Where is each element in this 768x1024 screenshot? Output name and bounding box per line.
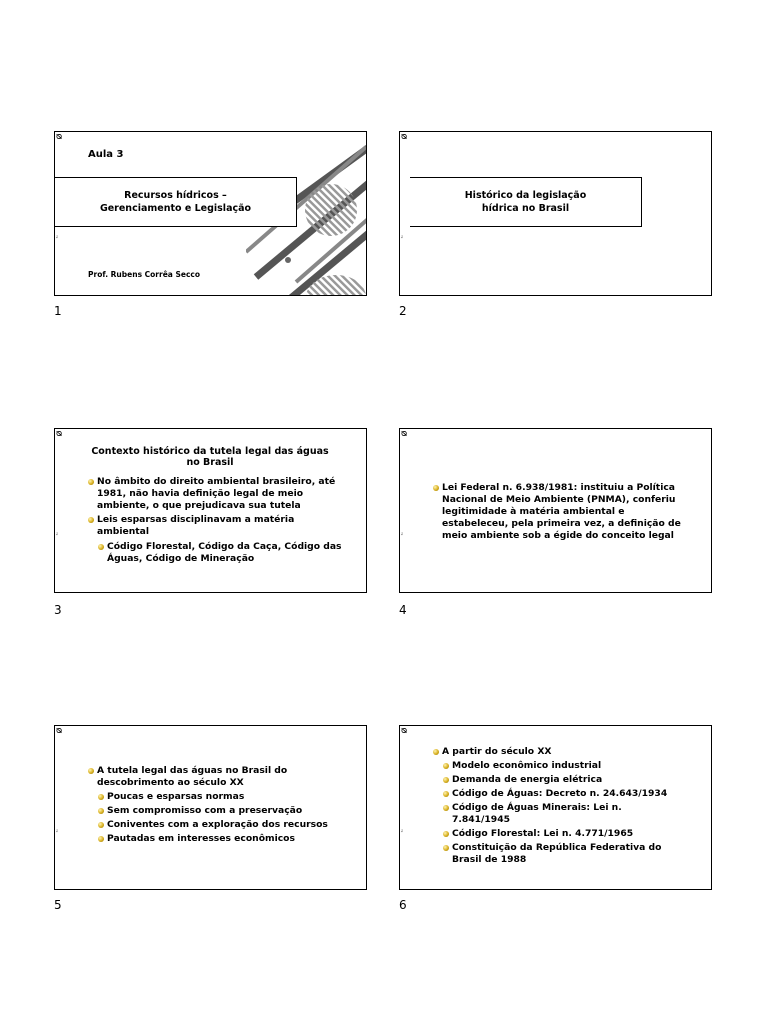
slide-side-marker: ⹌ (56, 232, 58, 240)
list-item: Poucas e esparsas normas (107, 791, 337, 803)
list-item: Código Florestal, Código da Caça, Código das Águas, Código de Mineração (107, 541, 347, 565)
list-item: Coniventes com a exploração dos recursos (107, 819, 337, 831)
slide-author: Prof. Rubens Corrêa Secco (88, 270, 200, 279)
list-item: Pautadas em interesses econômicos (107, 833, 337, 845)
slide-number: 3 (54, 603, 62, 617)
slide-side-marker: ⹌ (56, 826, 58, 834)
slide-number: 2 (399, 304, 407, 318)
slide-title (80, 446, 340, 468)
list-item: Demanda de energia elétrica (452, 774, 687, 786)
list-item: Código de Águas Minerais: Lei n. 7.841/1945 (452, 802, 652, 826)
bullet-list (442, 746, 687, 868)
slide-side-marker: ⹌ (401, 529, 403, 537)
slide-number: 6 (399, 898, 407, 912)
slide-title-line-2: no Brasil (186, 457, 234, 468)
slide-side-marker: ⹌ (56, 529, 58, 537)
list-item: A tutela legal das águas no Brasil do descobrimento ao século XX (97, 765, 337, 789)
slide-title-line-2: hídrica no Brasil (481, 203, 570, 214)
slide-number: 5 (54, 898, 62, 912)
bullet-list (97, 476, 347, 567)
slide-title-line-2: Gerenciamento e Legislação (99, 203, 252, 214)
slide-marker-icon: ᴓ (56, 132, 63, 142)
slide-6 (399, 725, 712, 890)
slide-marker-icon: ᴓ (401, 429, 408, 439)
list-item: Modelo econômico industrial (452, 760, 687, 772)
list-item: A partir do século XX (442, 746, 687, 758)
slide-marker-icon: ᴓ (56, 726, 63, 736)
slide-2 (399, 131, 712, 296)
slide-side-marker: ⹌ (401, 826, 403, 834)
list-item: Código de Águas: Decreto n. 24.643/1934 (452, 788, 687, 800)
slide-title-box (55, 177, 297, 227)
slide-1 (54, 131, 367, 296)
slide-3 (54, 428, 367, 593)
slide-5 (54, 725, 367, 890)
slide-side-marker: ⹌ (401, 232, 403, 240)
list-item: No âmbito do direito ambiental brasileiro, até 1981, não havia definição legal de meio ambiente, o que prejudicava sua tutela (97, 476, 347, 512)
bullet-list (97, 765, 337, 847)
slide-title-line-1: Recursos hídricos – (124, 190, 227, 201)
slide-4 (399, 428, 712, 593)
bullet-list (442, 482, 687, 544)
list-item: Lei Federal n. 6.938/1981: instituiu a Política Nacional de Meio Ambiente (PNMA), conferiu legitimidade à matéria ambiental e estabeleceu, pela primeira vez, a definição de meio ambiente sob a égide do conceito legal (442, 482, 687, 542)
slide-number: 1 (54, 304, 62, 318)
slide-title-line-1: Contexto histórico da tutela legal das águas (91, 446, 329, 457)
list-item: Código Florestal: Lei n. 4.771/1965 (452, 828, 687, 840)
list-item: Constituição da República Federativa do Brasil de 1988 (452, 842, 672, 866)
slide-marker-icon: ᴓ (56, 429, 63, 439)
slide-marker-icon: ᴓ (401, 726, 408, 736)
slide-title-line-1: Histórico da legislação (464, 190, 587, 201)
list-item: Leis esparsas disciplinavam a matéria ambiental (97, 514, 347, 538)
slide-marker-icon: ᴓ (401, 132, 408, 142)
slide-number: 4 (399, 603, 407, 617)
list-item: Sem compromisso com a preservação (107, 805, 337, 817)
slide-subtitle: Aula 3 (88, 149, 124, 160)
slide-title-box (410, 177, 642, 227)
